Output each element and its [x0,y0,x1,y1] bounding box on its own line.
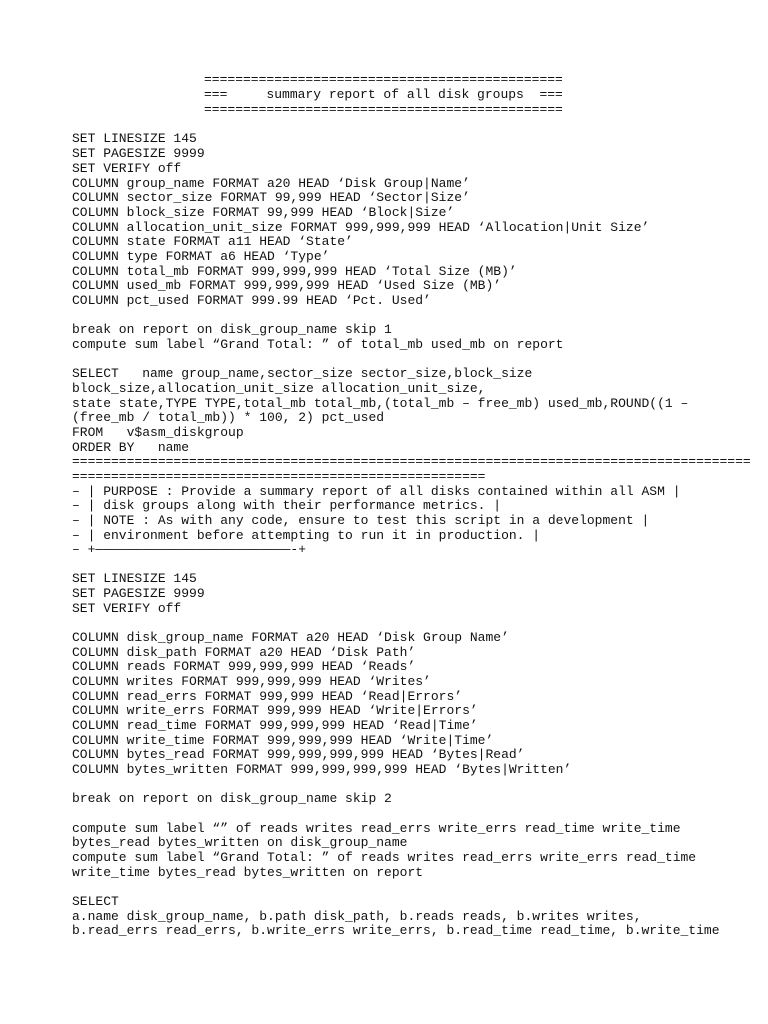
code-line: SET VERIFY off [72,601,182,616]
header-line: ============================================== [204,102,563,117]
code-line: COLUMN used_mb FORMAT 999,999,999 HEAD ‘Used Size (MB)’ [72,278,502,293]
code-line: COLUMN total_mb FORMAT 999,999,999 HEAD ‘Total Size (MB)’ [72,264,517,279]
code-line: COLUMN allocation_unit_size FORMAT 999,999,999 HEAD ‘Allocation|Unit Size’ [72,220,650,235]
code-line: FROM v$asm_diskgroup [72,425,244,440]
code-line: COLUMN disk_group_name FORMAT a20 HEAD ‘Disk Group Name’ [72,630,509,645]
code-line: state state,TYPE TYPE,total_mb total_mb,(total_mb – free_mb) used_mb,ROUND((1 – [72,396,689,411]
code-line: SET LINESIZE 145 [72,131,197,146]
code-line: block_size,allocation_unit_size allocation_unit_size, [72,381,486,396]
code-line: COLUMN writes FORMAT 999,999,999 HEAD ‘Writes’ [72,674,431,689]
code-line: SET VERIFY off [72,161,182,176]
code-line: ORDER BY name [72,440,190,455]
code-line: COLUMN write_time FORMAT 999,999,999 HEAD ‘Write|Time’ [72,733,494,748]
code-line: COLUMN sector_size FORMAT 99,999 HEAD ‘Sector|Size’ [72,190,470,205]
comment-line: – | disk groups along with their performance metrics. | [72,498,502,513]
code-line: COLUMN block_size FORMAT 99,999 HEAD ‘Block|Size’ [72,205,455,220]
code-line: compute sum label “Grand Total: ” of total_mb used_mb on report [72,337,564,352]
code-line: SET PAGESIZE 9999 [72,586,205,601]
separator-line: ===================================================== [72,469,486,484]
code-line: break on report on disk_group_name skip 1 [72,322,392,337]
code-line: SELECT name group_name,sector_size sector_size,block_size [72,366,533,381]
code-line: COLUMN pct_used FORMAT 999.99 HEAD ‘Pct. Used’ [72,293,431,308]
code-line: compute sum label “” of reads writes read_errs write_errs read_time write_time [72,821,681,836]
code-line: COLUMN disk_path FORMAT a20 HEAD ‘Disk Path’ [72,645,416,660]
code-line: b.read_errs read_errs, b.write_errs write_errs, b.read_time read_time, b.write_time [72,923,720,938]
code-line: write_time bytes_read bytes_written on report [72,865,424,880]
code-line: SELECT [72,894,119,909]
code-line: break on report on disk_group_name skip 2 [72,791,392,806]
code-line: COLUMN type FORMAT a6 HEAD ‘Type’ [72,249,330,264]
code-line: compute sum label “Grand Total: ” of reads writes read_errs write_errs read_time [72,850,697,865]
code-line: COLUMN bytes_written FORMAT 999,999,999,999 HEAD ‘Bytes|Written’ [72,762,572,777]
comment-line: – +—————————————————————————-+ [72,542,307,557]
header-title-line: === summary report of all disk groups === [204,87,563,102]
code-line: a.name disk_group_name, b.path disk_path, b.reads reads, b.writes writes, [72,909,642,924]
comment-line: – | NOTE : As with any code, ensure to test this script in a development | [72,513,650,528]
code-line: COLUMN bytes_read FORMAT 999,999,999,999 HEAD ‘Bytes|Read’ [72,747,525,762]
code-line: COLUMN read_errs FORMAT 999,999 HEAD ‘Read|Errors’ [72,689,463,704]
comment-line: – | PURPOSE : Provide a summary report of all disks contained within all ASM | [72,484,681,499]
code-line: (free_mb / total_mb)) * 100, 2) pct_used [72,410,385,425]
code-line: COLUMN read_time FORMAT 999,999,999 HEAD ‘Read|Time’ [72,718,478,733]
code-line: COLUMN state FORMAT a11 HEAD ‘State’ [72,234,353,249]
code-line: COLUMN group_name FORMAT a20 HEAD ‘Disk Group|Name’ [72,176,470,191]
code-line: SET LINESIZE 145 [72,571,197,586]
code-line: COLUMN reads FORMAT 999,999,999 HEAD ‘Reads’ [72,659,416,674]
separator-line: ======================================================================================= [72,454,751,469]
comment-line: – | environment before attempting to run it in production. | [72,528,541,543]
code-line: bytes_read bytes_written on disk_group_name [72,835,408,850]
code-line: SET PAGESIZE 9999 [72,146,205,161]
header-line: ============================================== [204,72,563,87]
code-line: COLUMN write_errs FORMAT 999,999 HEAD ‘Write|Errors’ [72,703,478,718]
